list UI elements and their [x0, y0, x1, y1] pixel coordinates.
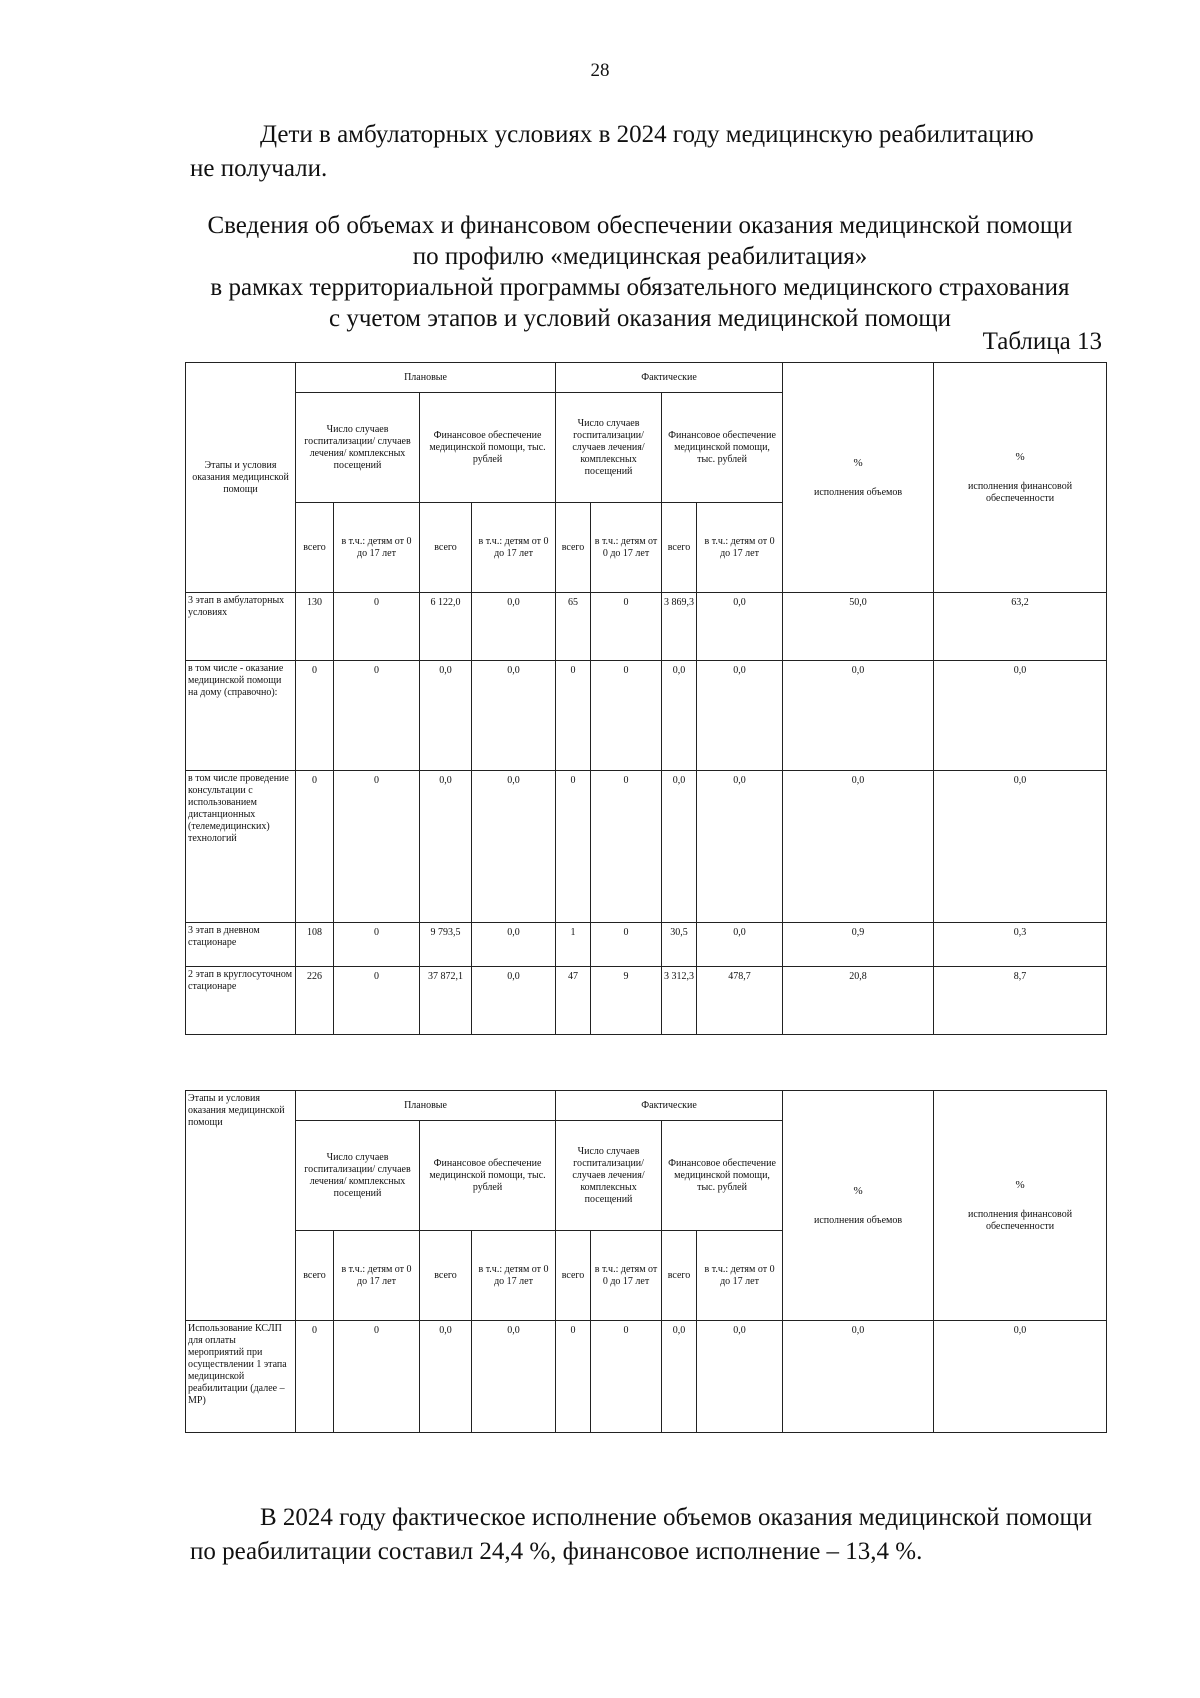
table-cell: 0,0	[783, 661, 934, 771]
header-planned-finance: Финансовое обеспечение медицинской помощи, тыс. рублей	[420, 393, 556, 503]
table-cell: 0,0	[472, 1321, 556, 1433]
table-cell: 65	[556, 593, 591, 661]
heading-line-1: Сведения об объемах и финансовом обеспечении оказания медицинской помощи	[207, 212, 1073, 239]
table-cell: 9 793,5	[420, 923, 472, 967]
pct-volume-label: исполнения объемов	[814, 486, 903, 498]
table-cell: 0	[334, 771, 420, 923]
table-cell: 6 122,0	[420, 593, 472, 661]
row-label: 3 этап в дневном стационаре	[186, 923, 296, 967]
heading-line-4: с учетом этапов и условий оказания медицинской помощи	[329, 305, 951, 332]
header-actual-finance: Финансовое обеспечение медицинской помощи, тыс. рублей	[662, 1121, 783, 1231]
table-cell: 30,5	[662, 923, 697, 967]
table-cell: 0,0	[662, 1321, 697, 1433]
closing-line-2: по реабилитации составил 24,4 %, финансовое исполнение – 13,4 %.	[190, 1538, 923, 1565]
table-cell: 0,9	[783, 923, 934, 967]
header-total: всего	[662, 1231, 697, 1321]
table-cell: 0,0	[472, 593, 556, 661]
table-cell: 0	[591, 923, 662, 967]
table-cell: 37 872,1	[420, 967, 472, 1035]
table-cell: 0,0	[420, 771, 472, 923]
closing-line-1: В 2024 году фактическое исполнение объемов оказания медицинской помощи	[260, 1504, 1093, 1531]
header-total: всего	[420, 503, 472, 593]
table-cell: 0	[556, 661, 591, 771]
table-cell: 0	[556, 1321, 591, 1433]
intro-line-1: Дети в амбулаторных условиях в 2024 году медицинскую реабилитацию	[260, 121, 1034, 148]
header-children: в т.ч.: детям от 0 до 17 лет	[334, 503, 420, 593]
table-cell: 130	[296, 593, 334, 661]
table-cell: 0,0	[472, 661, 556, 771]
table-cell: 0	[591, 1321, 662, 1433]
header-total: всего	[662, 503, 697, 593]
table-cell: 0,0	[697, 661, 783, 771]
table-cell: 108	[296, 923, 334, 967]
table-cell: 0	[334, 593, 420, 661]
header-total: всего	[296, 503, 334, 593]
header-actual-finance: Финансовое обеспечение медицинской помощи, тыс. рублей	[662, 393, 783, 503]
header-total: всего	[556, 1231, 591, 1321]
table-cell: 0	[296, 1321, 334, 1433]
table-cell: 0	[591, 593, 662, 661]
table-cell: 0,0	[697, 593, 783, 661]
table-row	[186, 1321, 1107, 1433]
table-cell: 47	[556, 967, 591, 1035]
row-label: в том числе проведение консультации с использованием дистанционных (телемедицинских) технологий	[186, 771, 296, 923]
table-cell: 3 312,3	[662, 967, 697, 1035]
pct-finance-label: исполнения финансовой обеспеченности	[968, 1208, 1073, 1232]
header-children: в т.ч.: детям от 0 до 17 лет	[472, 503, 556, 593]
table-cell: 0,0	[697, 923, 783, 967]
table-cell: 0	[591, 661, 662, 771]
rehab-table	[185, 362, 1107, 1035]
table-heading	[150, 210, 1130, 334]
intro-paragraph	[190, 118, 1110, 186]
row-label: в том числе - оказание медицинской помощи на дому (справочно):	[186, 661, 296, 771]
table-label: Таблица 13	[982, 328, 1102, 355]
table-cell: 0	[334, 1321, 420, 1433]
table-cell: 0,0	[697, 1321, 783, 1433]
page-number: 28	[590, 60, 610, 81]
table-cell: 0	[334, 661, 420, 771]
table-row	[186, 771, 1107, 923]
table-cell: 0,0	[472, 923, 556, 967]
header-children: в т.ч.: детям от 0 до 17 лет	[472, 1231, 556, 1321]
header-total: всего	[296, 1231, 334, 1321]
closing-paragraph	[190, 1501, 1110, 1569]
table-cell: 1	[556, 923, 591, 967]
table-cell: 0	[556, 771, 591, 923]
table-cell: 0,0	[662, 661, 697, 771]
header-planned: Плановые	[296, 363, 556, 393]
header-children: в т.ч.: детям от 0 до 17 лет	[697, 1231, 783, 1321]
table-cell: 0	[296, 661, 334, 771]
pct-volume-sign: %	[853, 456, 863, 469]
header-children: в т.ч.: детям от 0 до 17 лет	[334, 1231, 420, 1321]
table-cell: 0,0	[934, 771, 1107, 923]
table-row	[186, 593, 1107, 661]
rehab-table-continued	[185, 1090, 1107, 1433]
table-cell: 0	[334, 923, 420, 967]
intro-line-2: не получали.	[190, 155, 328, 182]
header-actual-cases: Число случаев госпитализации/ случаев лечения/ комплексных посещений	[556, 1121, 662, 1231]
table-row	[186, 923, 1107, 967]
row-label: 3 этап в амбулаторных условиях	[186, 593, 296, 661]
pct-finance-sign: %	[1015, 1178, 1025, 1191]
table-cell: 50,0	[783, 593, 934, 661]
table-cell: 0	[296, 771, 334, 923]
table-cell: 226	[296, 967, 334, 1035]
header-pct-volume	[783, 1091, 934, 1321]
header-pct-volume	[783, 363, 934, 593]
table-row	[186, 967, 1107, 1035]
table-cell: 0,0	[472, 771, 556, 923]
table-cell: 0,0	[420, 1321, 472, 1433]
table-row	[186, 661, 1107, 771]
table-cell: 63,2	[934, 593, 1107, 661]
pct-volume-label: исполнения объемов	[814, 1214, 903, 1226]
header-children: в т.ч.: детям от 0 до 17 лет	[591, 1231, 662, 1321]
header-stages: Этапы и условия оказания медицинской помощи	[186, 1091, 296, 1321]
table-cell: 0,0	[783, 1321, 934, 1433]
header-actual-cases: Число случаев госпитализации/ случаев лечения/ комплексных посещений	[556, 393, 662, 503]
table-cell: 8,7	[934, 967, 1107, 1035]
table-cell: 0,0	[934, 1321, 1107, 1433]
table-cell: 0	[334, 967, 420, 1035]
table-cell: 0,0	[697, 771, 783, 923]
header-children: в т.ч.: детям от 0 до 17 лет	[697, 503, 783, 593]
table-cell: 0	[591, 771, 662, 923]
table-cell: 0,0	[662, 771, 697, 923]
header-planned-finance: Финансовое обеспечение медицинской помощи, тыс. рублей	[420, 1121, 556, 1231]
table-cell: 0,0	[420, 661, 472, 771]
header-planned-cases: Число случаев госпитализации/ случаев лечения/ комплексных посещений	[296, 393, 420, 503]
table-cell: 0,0	[934, 661, 1107, 771]
pct-finance-sign: %	[1015, 450, 1025, 463]
table-cell: 0,3	[934, 923, 1107, 967]
header-pct-finance	[934, 1091, 1107, 1321]
table-cell: 3 869,3	[662, 593, 697, 661]
header-children: в т.ч.: детям от 0 до 17 лет	[591, 503, 662, 593]
header-total: всего	[556, 503, 591, 593]
header-pct-finance	[934, 363, 1107, 593]
table-cell: 0,0	[472, 967, 556, 1035]
table-cell: 0,0	[783, 771, 934, 923]
header-planned-cases: Число случаев госпитализации/ случаев лечения/ комплексных посещений	[296, 1121, 420, 1231]
row-label: 2 этап в круглосуточном стационаре	[186, 967, 296, 1035]
pct-finance-label: исполнения финансовой обеспеченности	[968, 480, 1073, 504]
table-cell: 20,8	[783, 967, 934, 1035]
table-cell: 478,7	[697, 967, 783, 1035]
header-actual: Фактические	[556, 363, 783, 393]
header-stages: Этапы и условия оказания медицинской помощи	[186, 363, 296, 593]
header-actual: Фактические	[556, 1091, 783, 1121]
pct-volume-sign: %	[853, 1184, 863, 1197]
heading-line-2: по профилю «медицинская реабилитация»	[412, 243, 868, 270]
heading-line-3: в рамках территориальной программы обязательного медицинского страхования	[210, 274, 1070, 301]
header-planned: Плановые	[296, 1091, 556, 1121]
header-total: всего	[420, 1231, 472, 1321]
table-cell: 9	[591, 967, 662, 1035]
row-label: Использование КСЛП для оплаты мероприятий при осуществлении 1 этапа медицинской реабилитации (далее – МР)	[186, 1321, 296, 1433]
